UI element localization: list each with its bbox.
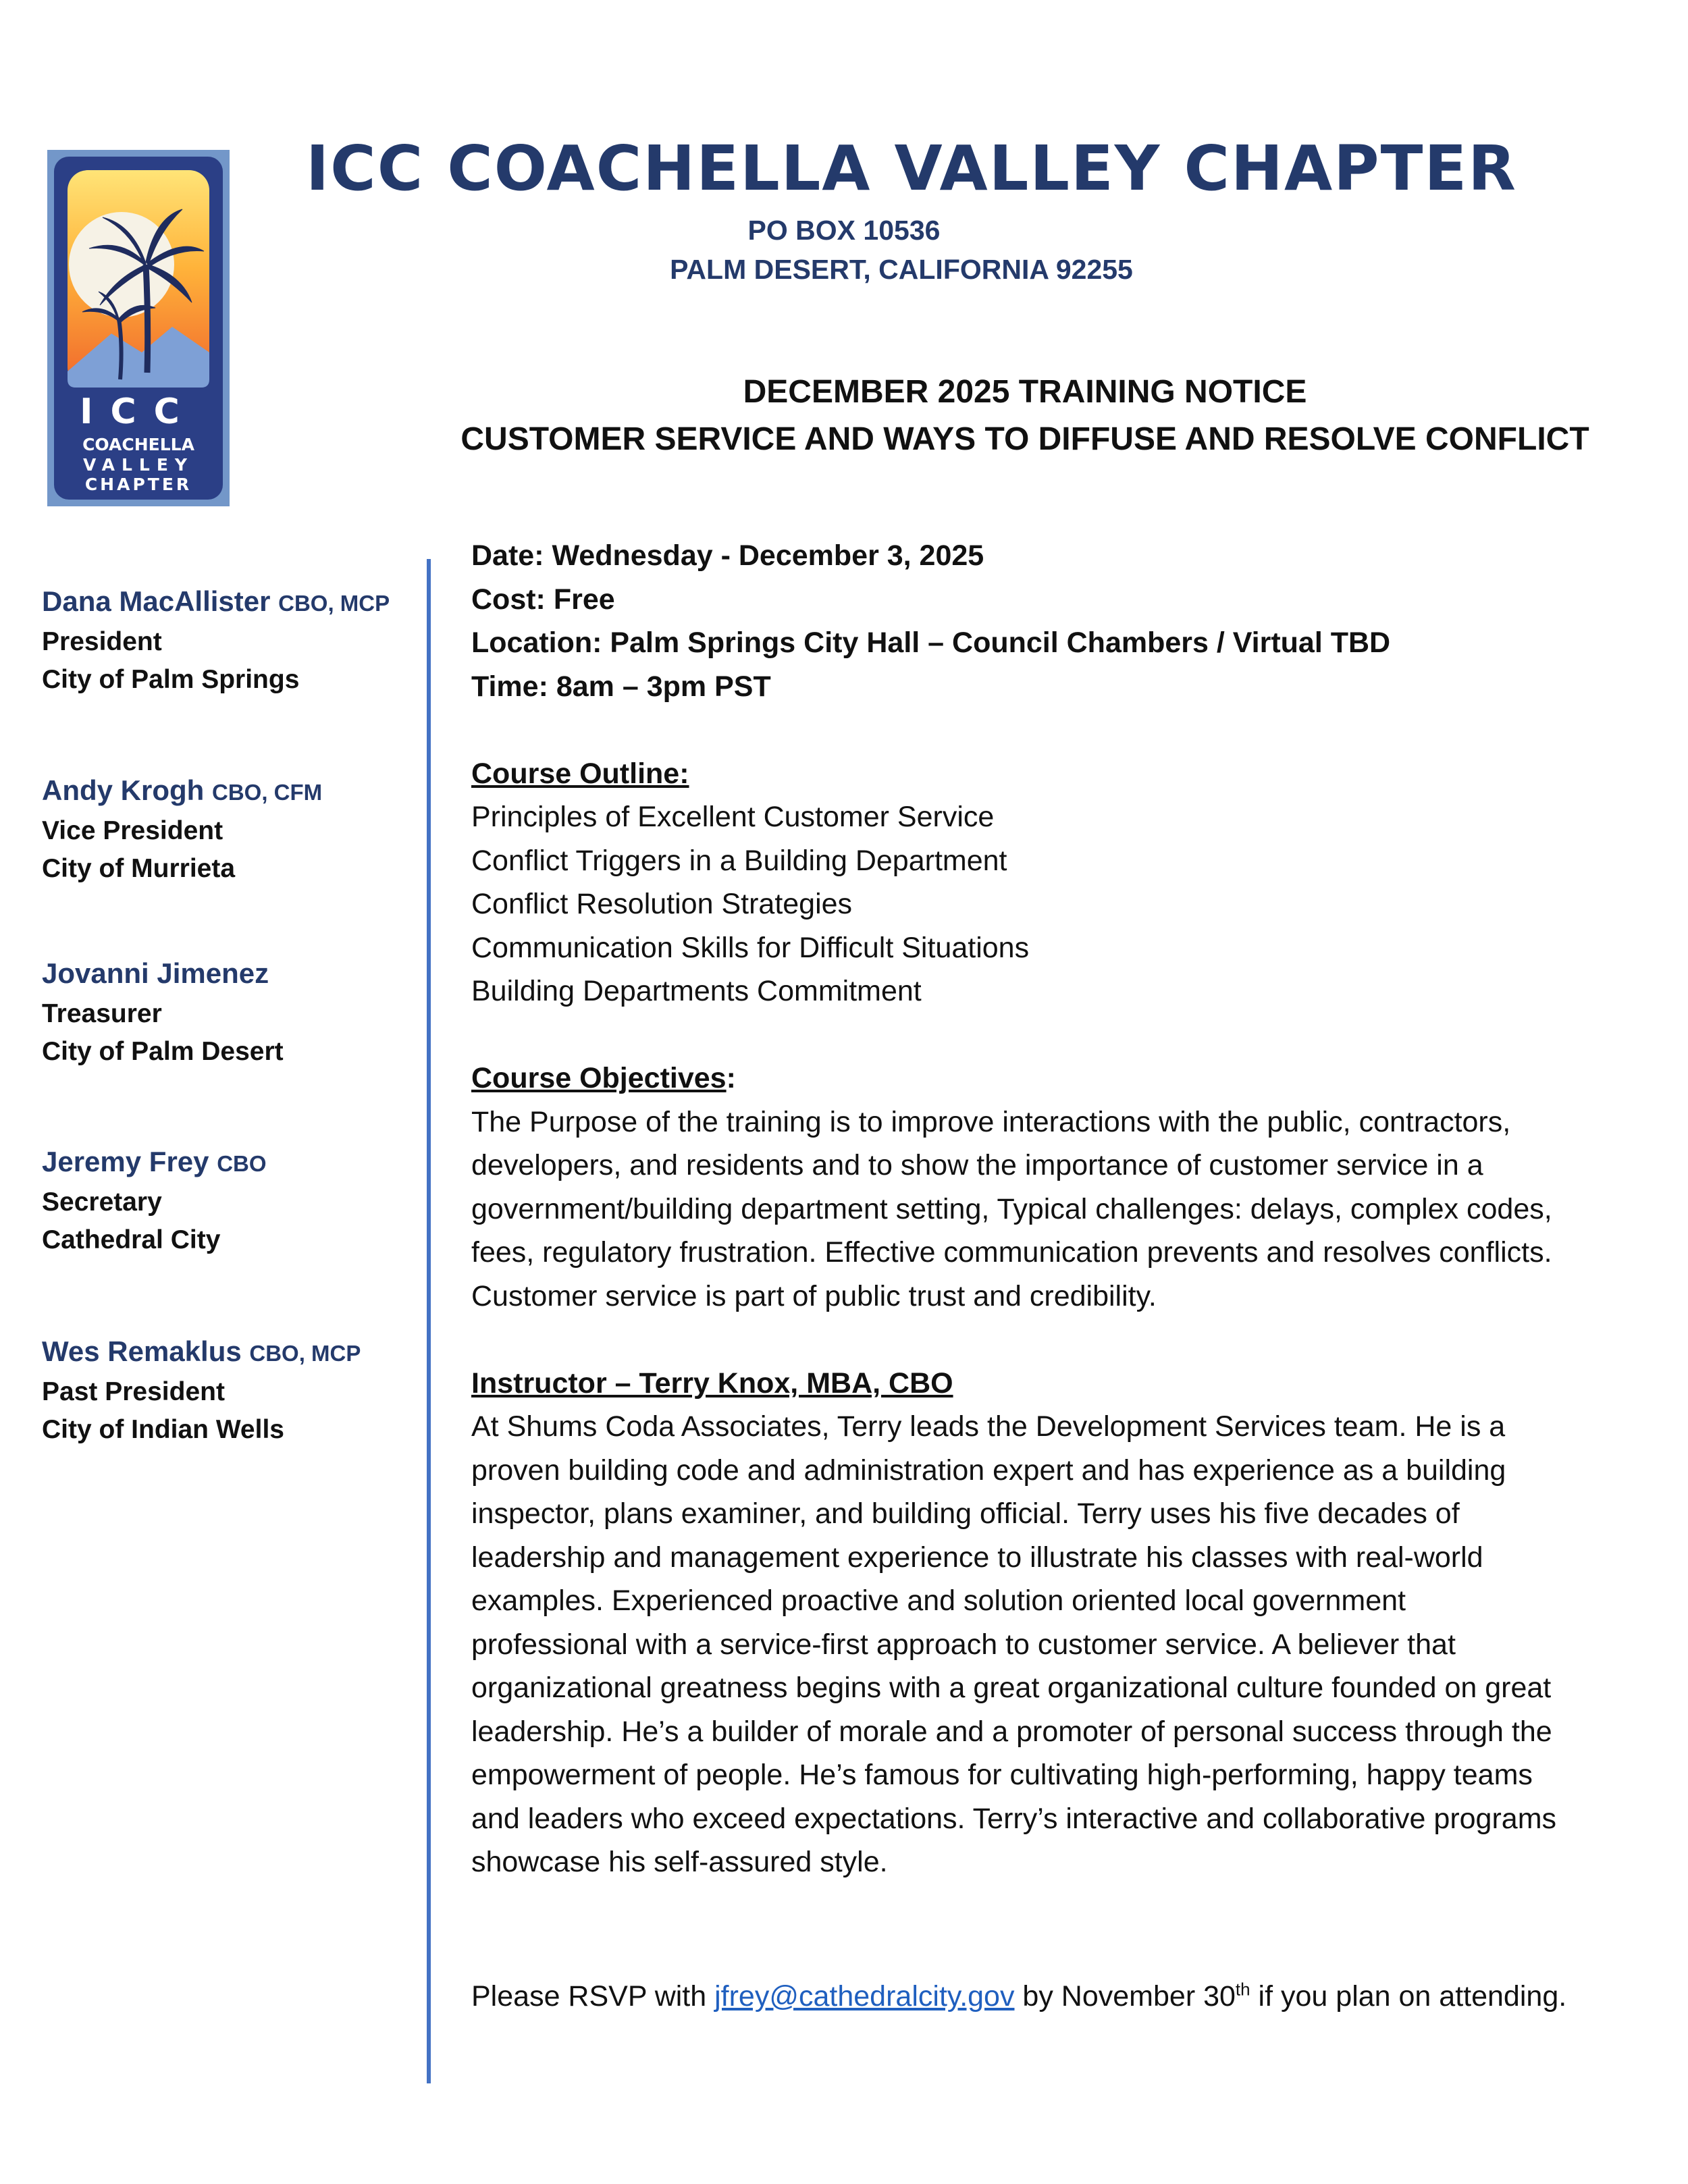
notice-subtitle: CUSTOMER SERVICE AND WAYS TO DIFFUSE AND RESOLVE CONFLICT: [460, 421, 1589, 457]
officer-name: Wes Remaklus: [42, 1335, 242, 1367]
outline-item: Communication Skills for Difficult Situations: [471, 931, 1030, 964]
course-objectives-heading-row: [471, 1057, 1660, 1100]
org-title: ICC COACHELLA VALLEY CHAPTER: [305, 132, 1518, 205]
officer-role: Secretary: [42, 1188, 162, 1217]
objectives-line: developers, and residents and to show the importance of customer service in a: [471, 1149, 1483, 1181]
event-time: Time: 8am – 3pm PST: [471, 670, 771, 703]
main-content: [471, 534, 1660, 1884]
officer-name: Jovanni Jimenez: [42, 957, 269, 989]
course-objectives-heading: Course Objectives: [471, 1062, 727, 1094]
rsvp-email-link[interactable]: jfrey@cathedralcity.gov: [714, 1980, 1015, 2013]
instructor-bio-line: organizational greatness begins with a great organizational culture founded on great: [471, 1672, 1552, 1704]
instructor-bio-line: leadership and management experience to illustrate his classes with real-world: [471, 1541, 1483, 1574]
officer-role: Past President: [42, 1377, 225, 1406]
logo-chapter-text: CHAPTER: [84, 475, 192, 494]
officer-secretary: [42, 1142, 420, 1259]
course-outline-heading: Course Outline:: [471, 757, 689, 790]
course-objectives-colon: :: [726, 1062, 736, 1094]
officer-name: Andy Krogh: [42, 774, 205, 806]
objectives-line: fees, regulatory frustration. Effective communication prevents and resolves conflicts.: [471, 1236, 1552, 1269]
vertical-divider: [427, 559, 431, 2083]
officer-credentials: CBO, CFM: [211, 780, 323, 805]
instructor-bio-line: leadership. He’s a builder of morale and a promoter of personal success through the: [471, 1715, 1552, 1748]
officer-treasurer: [42, 954, 420, 1071]
instructor-bio-line: showcase his self-assured style.: [471, 1846, 888, 1878]
officer-credentials: CBO, MCP: [249, 1341, 361, 1366]
notice-title: DECEMBER 2025 TRAINING NOTICE: [743, 374, 1307, 410]
event-location: Location: Palm Springs City Hall – Council Chambers / Virtual TBD: [471, 627, 1391, 659]
event-date: Date: Wednesday - December 3, 2025: [471, 539, 984, 572]
officer-role: President: [42, 627, 162, 656]
instructor-bio-line: examples. Experienced proactive and solution oriented local government: [471, 1584, 1406, 1617]
outline-item: Conflict Triggers in a Building Department: [471, 844, 1007, 877]
rsvp-suffix: if you plan on attending.: [1250, 1980, 1567, 2013]
officer-org: Cathedral City: [42, 1225, 221, 1254]
officer-credentials: CBO: [217, 1151, 267, 1176]
officer-name: Dana MacAllister: [42, 585, 271, 617]
instructor-bio-line: inspector, plans examiner, and building official. Terry uses his five decades of: [471, 1497, 1460, 1530]
outline-item: Building Departments Commitment: [471, 975, 922, 1007]
officer-org: City of Murrieta: [42, 854, 236, 883]
rsvp-ordinal-suffix: th: [1235, 1979, 1250, 2000]
officer-org: City of Palm Desert: [42, 1037, 284, 1066]
officer-org: City of Palm Springs: [42, 665, 300, 694]
objectives-line: government/building department setting, Typical challenges: delays, complex codes,: [471, 1192, 1552, 1225]
outline-item: Conflict Resolution Strategies: [471, 888, 853, 920]
instructor-bio-line: professional with a service-first approach to customer service. A believer that: [471, 1628, 1456, 1661]
officer-credentials: CBO, MCP: [278, 591, 390, 616]
instructor-bio-line: proven building code and administration expert and has experience as a building: [471, 1454, 1506, 1487]
logo-coachella-text: COACHELLA: [82, 435, 194, 454]
officer-president: [42, 582, 420, 699]
logo-valley-text: VALLEY: [82, 455, 194, 475]
rsvp-middle: by November 30: [1014, 1980, 1236, 2013]
rsvp-prefix: Please RSVP with: [471, 1980, 715, 2013]
officer-role: Treasurer: [42, 999, 162, 1028]
officer-role: Vice President: [42, 816, 223, 845]
instructor-bio-line: empowerment of people. He’s famous for cultivating high-performing, happy teams: [471, 1759, 1533, 1791]
officer-org: City of Indian Wells: [42, 1415, 284, 1444]
rsvp-line: [471, 1975, 1660, 2019]
outline-item: Principles of Excellent Customer Service: [471, 801, 995, 833]
event-cost: Cost: Free: [471, 583, 615, 616]
objectives-line: The Purpose of the training is to improve interactions with the public, contractors,: [471, 1105, 1511, 1138]
instructor-bio-line: At Shums Coda Associates, Terry leads the Development Services team. He is a: [471, 1410, 1506, 1443]
officer-name: Jeremy Frey: [42, 1146, 209, 1177]
instructor-bio-line: and leaders who exceed expectations. Terry’s interactive and collaborative programs: [471, 1802, 1557, 1835]
address-line-1: PO BOX 10536: [747, 215, 941, 246]
officer-past-president: [42, 1332, 420, 1449]
objectives-line: Customer service is part of public trust and credibility.: [471, 1279, 1157, 1312]
instructor-heading: Instructor – Terry Knox, MBA, CBO: [471, 1366, 953, 1400]
address-line-2: PALM DESERT, CALIFORNIA 92255: [670, 254, 1133, 285]
officer-vice-president: [42, 771, 420, 888]
logo-icc-text: ICC: [80, 392, 197, 432]
